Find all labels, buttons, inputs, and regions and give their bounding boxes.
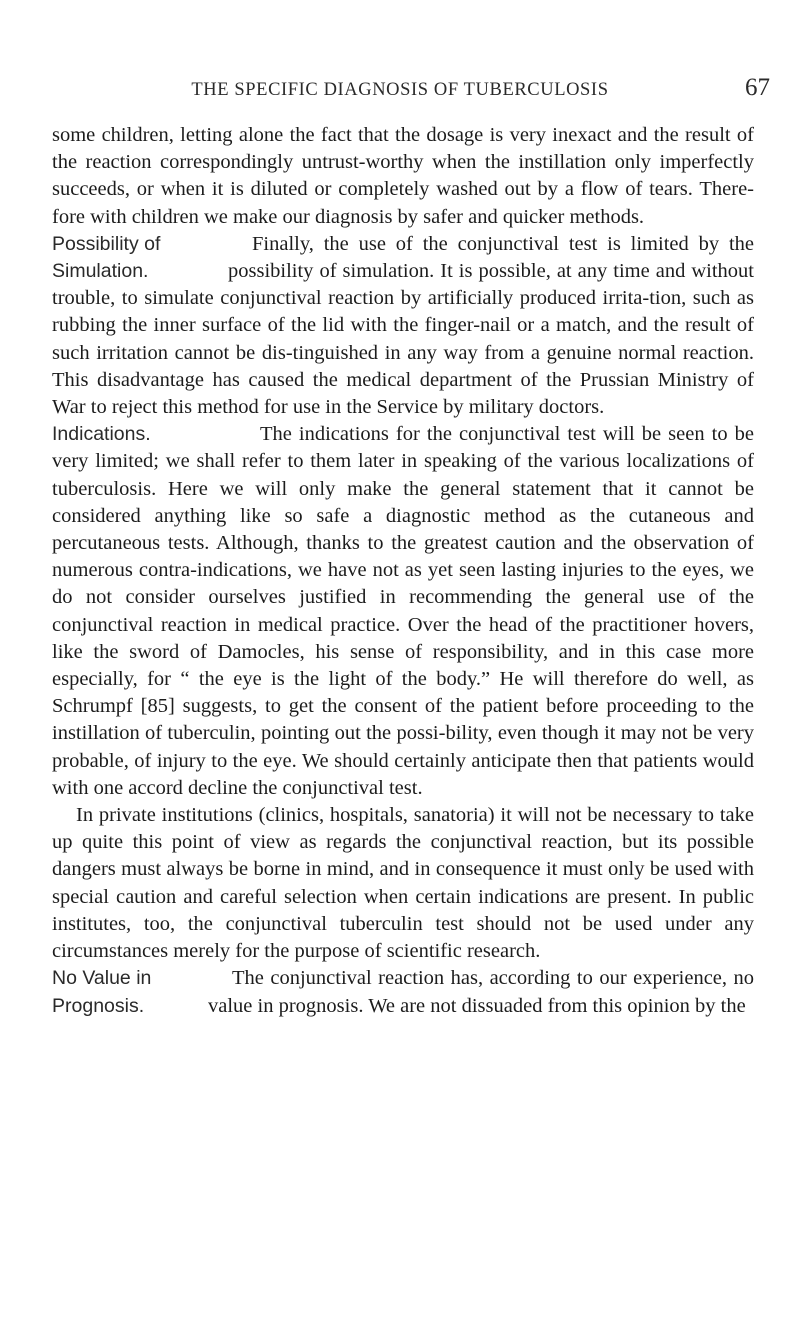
paragraph-1: some children, letting alone the fact that the dosage is very inexact and the result of the reaction correspondingly untrust-worthy when the instillation only imperfectly succeeds, or when it is diluted or completely washed out by a flow of tears. There-fore with children we make our diagnosis by safer and quicker methods. [52,124,754,228]
paragraph-2 [52,231,754,421]
paragraph-4: In private institutions (clinics, hospitals, sanatoria) it will not be necessary to take up quite this point of view as regards the conjunctival reaction, but its possible dangers must always be borne in mind, and in consequence it must only be used with special caution and careful selection when certain indications are present. In public institutes, too, the conjunctival tuberculin test should not be used under any circumstances merely for the purpose of scientific research. [52,804,754,963]
sidenote-simulation [52,231,220,285]
paragraph-5 [52,965,754,1019]
paragraph-2-text: Finally, the use of the conjunctival test is limited by the possibility of simulation. It is possible, at any time and without trouble, to simulate conjunctival reaction by artificially produced irrita-tion, such as rubbing the inner surface of the lid with the finger-nail or a match, and the result of such irritation cannot be dis-tinguished in any way from a genuine normal reaction. This disadvantage has caused the medical department of the Prussian Ministry of War to reject this method for use in the Service by military doctors. [52,232,754,419]
sidenote-line: Prognosis. [52,994,145,1017]
sidenote-indications [52,421,228,448]
sidenote-prognosis [52,965,200,1019]
paragraph-5-text: The conjunctival reaction has, according to our experience, no value in prognosis. We are not dissuaded from this opinion by the [208,967,754,1017]
paragraph-3-text: The indications for the conjunctival test will be seen to be very limited; we shall refer to them later in speaking of the various localizations of tuberculosis. Here we will only make the general statement that it cannot be considered anything like so safe a diagnostic method as the cutaneous and percutaneous tests. Although, thanks to the greatest caution and the observation of numerous contra-indications, we have not as yet seen lasting injuries to the eyes, we do not consider ourselves justified in recommending the general use of the conjunctival reaction in medical practice. Over the head of the practitioner hovers, like the sword of Damocles, his sense of responsibility, and in this case more especially, for “ the eye is the light of the body.” He will therefore do well, as Schrumpf [85] suggests, to get the consent of the patient before proceeding to the instillation of tuberculin, pointing out the possi-bility, even though it may not be very probable, of injury to the eye. We should certainly anticipate then that patients would with one accord decline the conjunctival test. [52,423,754,799]
sidenote-line: No Value in [52,967,152,990]
sidenote-line: Possibility of [52,232,161,255]
page-header [0,74,800,108]
body-text [52,122,754,1020]
running-head: THE SPECIFIC DIAGNOSIS OF TUBERCULOSIS [191,80,609,100]
page-number: 67 [745,74,770,101]
sidenote-line: Indications. [52,423,151,446]
paragraph-3 [52,421,754,802]
sidenote-line: Simulation. [52,260,149,283]
